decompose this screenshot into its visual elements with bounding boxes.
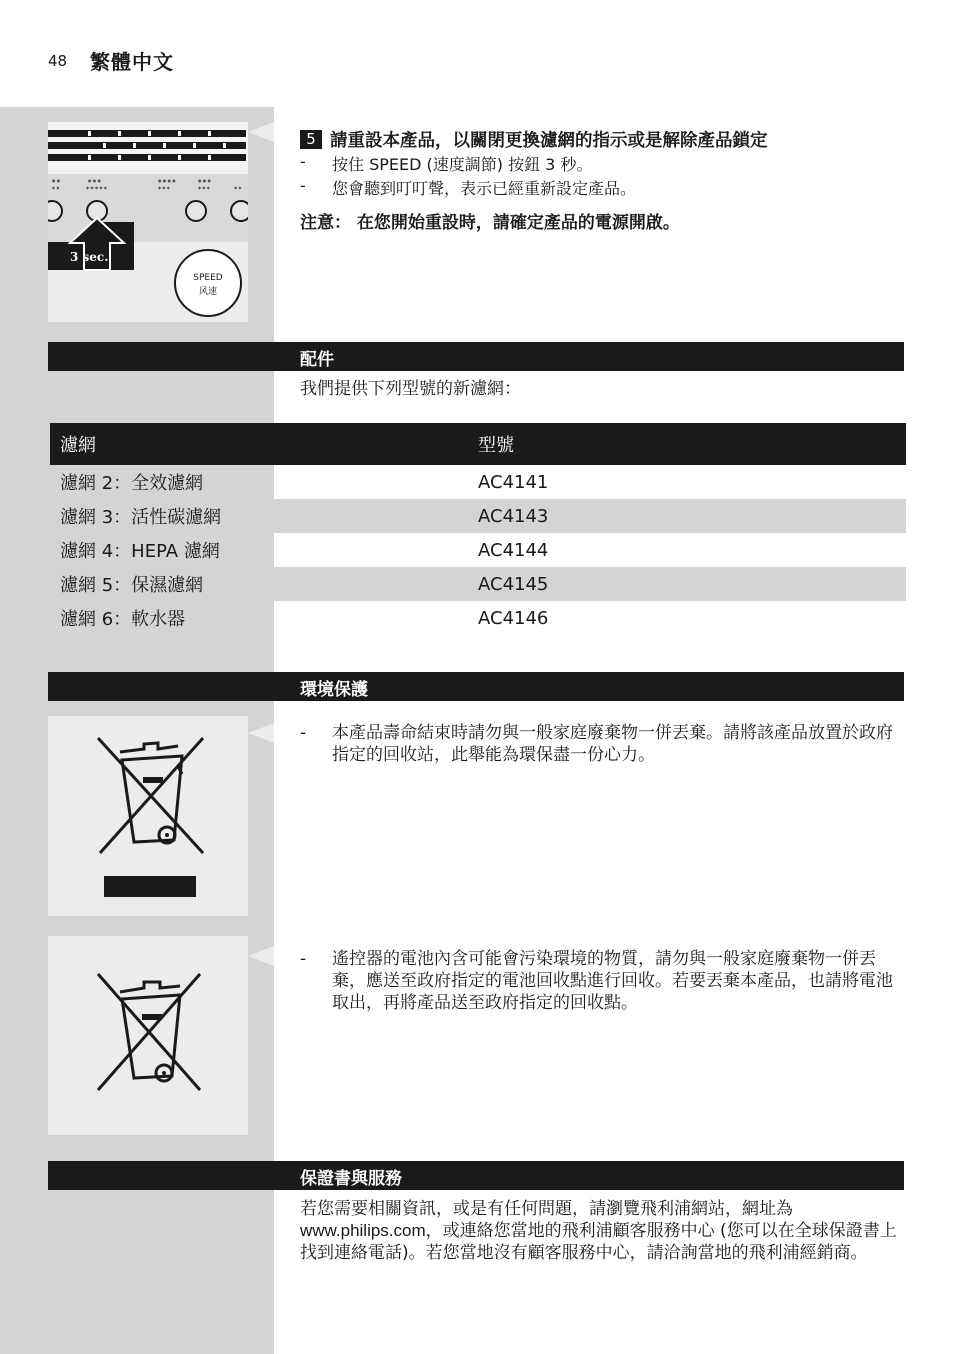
- accessories-intro: 我們提供下列型號的新濾網：: [300, 379, 521, 399]
- column-header-model: 型號: [478, 423, 906, 465]
- list-item: - 按住 SPEED (速度調節) 按鈕 3 秒。: [300, 152, 593, 174]
- warranty-text: 若您需要相關資訊，或是有任何問題，請瀏覽飛利浦網站，網址為www.philips.com，或連絡您當地的飛利浦顧客服務中心 (您可以在全球保證書上找到連絡電話)。若您當地沒有顧客服務中心，請洽詢當地的飛利浦經銷商。: [300, 1199, 897, 1263]
- section-heading-warranty: 保證書與服務: [48, 1161, 904, 1190]
- svg-text:◆ ◆ ◆: ◆ ◆ ◆: [158, 185, 170, 190]
- page-number: 48: [48, 52, 68, 70]
- step-title: 請重設本產品，以關閉更換濾網的指示或是解除產品鎖定: [330, 131, 768, 151]
- svg-text:◆-◆-◆-◆ ◆: ◆-◆-◆-◆ ◆: [86, 185, 107, 190]
- note-text: 注意： 在您開始重設時，請確定產品的電源開啟。: [300, 213, 680, 233]
- column-header-filter: 濾網: [50, 423, 478, 465]
- table-row: 濾網 6：軟水器 AC4146: [60, 607, 549, 630]
- svg-text:● ● ● ●: ● ● ● ●: [158, 178, 176, 183]
- filter-table: [50, 423, 906, 635]
- crossed-battery-bin-icon: [48, 936, 248, 1135]
- section-heading-environment: 環境保護: [48, 672, 904, 701]
- figure-pointer: [248, 723, 274, 743]
- section-heading-accessories: 配件: [48, 342, 904, 371]
- svg-text:● ● ●: ● ● ●: [88, 178, 102, 183]
- page-language-title: 繁體中文: [90, 50, 174, 74]
- weee-bin-figure: [48, 716, 248, 916]
- list-item: - 本產品壽命結束時請勿與一般家庭廢棄物一併丟棄。請將該產品放置於政府指定的回收站，此舉能為環保盡一份心力。: [300, 723, 893, 765]
- battery-bin-figure: [48, 936, 248, 1135]
- figure-pointer: [248, 122, 274, 142]
- svg-text:◆ ◆: ◆ ◆: [234, 185, 242, 190]
- speed-button-figure: [48, 122, 248, 322]
- table-row: 濾網 2：全效濾網 AC4141: [60, 471, 549, 494]
- svg-text:● ● ●: ● ● ●: [198, 178, 212, 183]
- svg-text:◆ ◆: ◆ ◆: [52, 185, 60, 190]
- speed-button-label-zh: 风速: [198, 287, 217, 297]
- hold-duration-label: 3 sec.: [70, 250, 109, 264]
- crossed-bin-icon: [48, 716, 248, 916]
- speed-button-label: SPEED: [193, 273, 223, 283]
- table-row: 濾網 5：保濕濾網 AC4145: [50, 567, 906, 601]
- table-header-row: [50, 423, 906, 465]
- table-row: 濾網 4：HEPA 濾網 AC4144: [60, 539, 549, 562]
- svg-text:◆ ◆ ◆: ◆ ◆ ◆: [198, 185, 210, 190]
- svg-text:● ●: ● ●: [52, 178, 61, 183]
- list-item: - 遙控器的電池內含可能會污染環境的物質，請勿與一般家庭廢棄物一併丟棄，應送至政府指定的電池回收點進行回收。若要丟棄本產品，也請將電池取出，再將產品送至政府指定的回收點。: [300, 949, 893, 1013]
- table-row: 濾網 3：活性碳濾網 AC4143: [50, 499, 906, 533]
- philips-website-link[interactable]: www.philips.com: [300, 1221, 426, 1240]
- step-number: 5: [300, 130, 322, 149]
- list-item: - 您會聽到叮叮聲，表示已經重新設定產品。: [300, 176, 637, 198]
- figure-pointer: [248, 946, 274, 966]
- step-heading: [300, 127, 768, 152]
